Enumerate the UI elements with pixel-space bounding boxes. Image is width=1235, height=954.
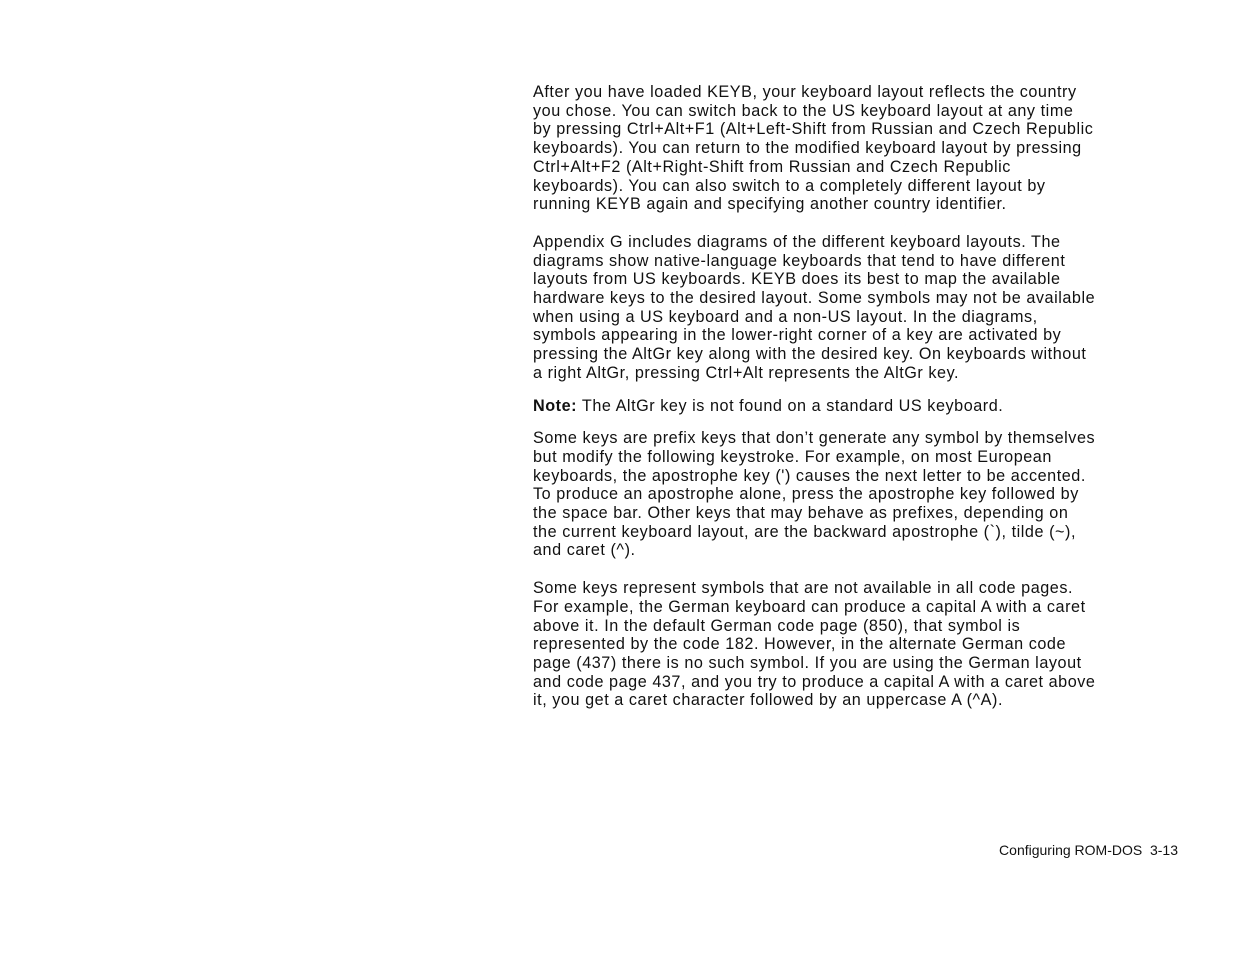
paragraph-keyb-switching: After you have loaded KEYB, your keyboard layout reflects the country you chose. You can switch back to the US keyboard layout at any time by pressing Ctrl+Alt+F1 (Alt+Left-Shift from Russian and Czech Republic keyboards). You can return to the modified keyboard layout by pressing Ctrl+Alt+F2 (Alt+Right-Shift from Russian and Czech Republic keyboards). You can also switch to a completely different layout by running KEYB again and specifying another country identifier. (533, 83, 1094, 214)
note-paragraph (533, 397, 1193, 416)
paragraph-prefix-keys: Some keys are prefix keys that don’t generate any symbol by themselves but modify the following keystroke. For example, on most European keyboards, the apostrophe key (') causes the next letter to be accented. To produce an apostrophe alone, press the apostrophe key followed by the space bar. Other keys that may behave as prefixes, depending on the current keyboard layout, are the backward apostrophe (`), tilde (~), and caret (^). (533, 429, 1096, 560)
note-label: Note: (533, 396, 578, 415)
paragraph-code-pages: Some keys represent symbols that are not available in all code pages. For example, the German keyboard can produce a capital A with a caret above it. In the default German code page (850), that symbol is represented by the code 182. However, in the alternate German code page (437) there is no such symbol. If you are using the German layout and code page 437, and you try to produce a capital A with a caret above it, you get a caret character followed by an uppercase A (^A). (533, 579, 1096, 710)
document-body (533, 83, 1193, 710)
note-text: The AltGr key is not found on a standard US keyboard. (577, 396, 1004, 415)
page-footer: Configuring ROM-DOS 3-13 (999, 842, 1178, 858)
paragraph-appendix-g: Appendix G includes diagrams of the different keyboard layouts. The diagrams show native-language keyboards that tend to have different layouts from US keyboards. KEYB does its best to map the available hardware keys to the desired layout. Some symbols may not be available when using a US keyboard and a non-US layout. In the diagrams, symbols appearing in the lower-right corner of a key are activated by pressing the AltGr key along with the desired key. On keyboards without a right AltGr, pressing Ctrl+Alt represents the AltGr key. (533, 232, 1096, 382)
